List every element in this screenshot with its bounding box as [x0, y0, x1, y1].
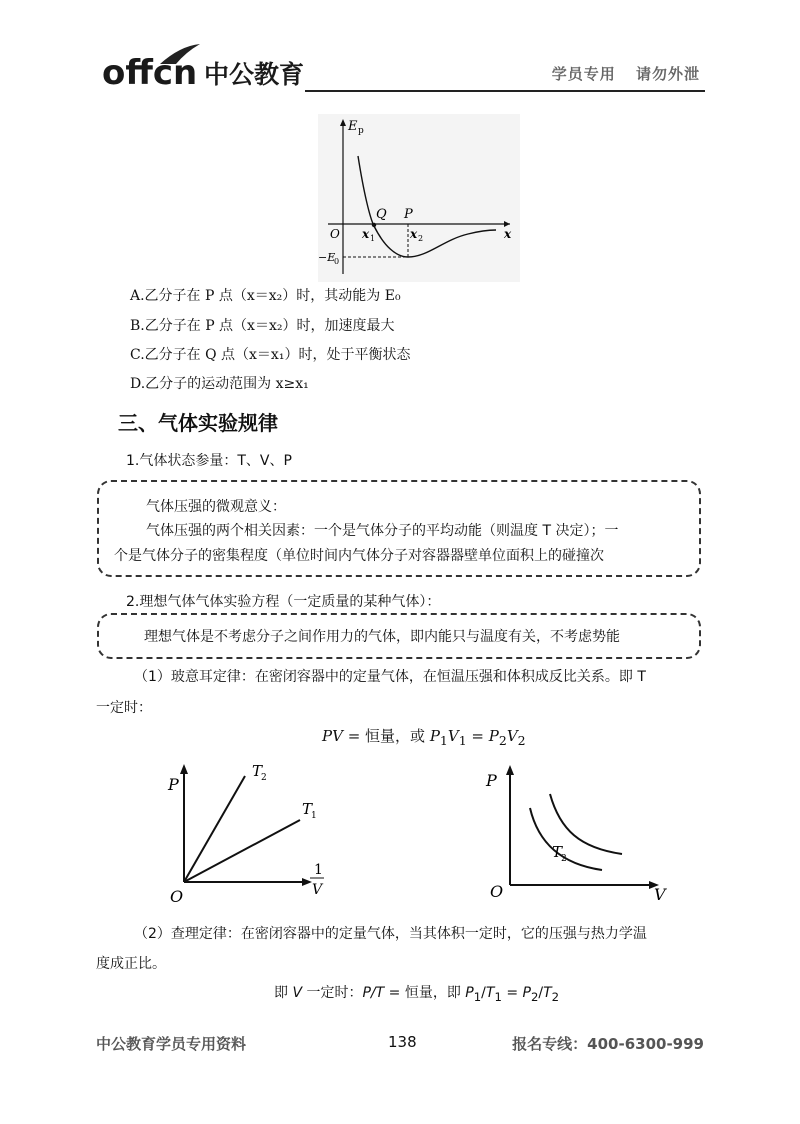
g1-x-num: 1 [314, 862, 323, 878]
logo-cn: 中公教育 [204, 60, 305, 89]
x1-sub: 1 [370, 234, 376, 243]
page-number: 138 [388, 1033, 417, 1051]
x2-sub: 2 [418, 234, 424, 243]
boyle-equation: PV = 恒量，或 $P_1V_1 = P_2V_2$ [322, 727, 526, 748]
charles-line-2: 度成正比。 [96, 956, 166, 972]
g1-t2-sub: 2 [261, 773, 267, 783]
g2-origin: O [490, 882, 504, 901]
option-b: B.乙分子在 P 点（x＝x₂）时，加速度最大 [130, 318, 395, 334]
point-1: 1.气体状态参量：T、V、P [126, 453, 292, 469]
x1-label: x [362, 227, 370, 241]
section-heading: 三、气体实验规律 [118, 411, 278, 435]
graph-p-vs-v [480, 760, 670, 910]
origin-label: O [330, 227, 340, 241]
logo-latin: offcn [102, 53, 198, 92]
box2-text: 理想气体是不考虑分子之间作用力的气体，即内能只与温度有关，不考虑势能 [144, 629, 620, 645]
g1-origin: O [170, 887, 184, 906]
g1-p-label: P [168, 775, 179, 794]
header-tags [538, 63, 700, 84]
box1-line-3: 个是气体分子的密集程度（单位时间内气体分子对容器器壁单位面积上的碰撞次 [114, 548, 604, 564]
potential-energy-figure [318, 114, 520, 282]
g1-x-den: V [312, 882, 323, 898]
header-tag-2: 请勿外泄 [635, 65, 700, 83]
q-label: Q [376, 207, 387, 222]
offcn-logo [100, 40, 310, 92]
g2-x-label: V [654, 885, 666, 904]
footer-left: 中公教育学员专用资料 [96, 1035, 247, 1053]
graph-p-vs-inverse-v [160, 760, 340, 910]
x-axis-label: x [504, 227, 512, 241]
box1-line-1: 气体压强的微观意义： [146, 499, 286, 515]
g2-t2-sub: 2 [561, 854, 567, 864]
x2-label: x [410, 227, 418, 241]
neg-e0-label: −E [318, 251, 336, 264]
boyle-line-1: （1）玻意耳定律：在密闭容器中的定量气体，在恒温压强和体积成反比关系。即 T [134, 669, 646, 685]
charles-equation: 即 V 一定时：P/T = 恒量，即 $P_1/T_1 = P_2/T_2$ [274, 985, 560, 1004]
option-d: D.乙分子的运动范围为 x≥x₁ [130, 376, 309, 392]
footer-right: 报名专线：400-6300-999 [512, 1035, 704, 1053]
box1-line-2: 气体压强的两个相关因素：一个是气体分子的平均动能（则温度 T 决定）；一 [146, 523, 619, 539]
header-tag-1: 学员专用 [551, 65, 616, 83]
boyle-line-2: 一定时： [96, 700, 152, 716]
neg-e0-sub: 0 [334, 257, 340, 266]
p-label: P [404, 207, 413, 222]
g1-t1: T [302, 800, 313, 818]
ep-axis-label: E [348, 119, 358, 134]
charles-line-1: （2）查理定律：在密闭容器中的定量气体，当其体积一定时，它的压强与热力学温 [134, 926, 647, 942]
g1-t2: T [252, 762, 263, 780]
ep-axis-sub: p [358, 126, 364, 136]
option-a: A.乙分子在 P 点（x＝x₂）时，其动能为 E₀ [130, 288, 401, 304]
g1-t1-sub: 1 [311, 811, 317, 821]
option-c: C.乙分子在 Q 点（x＝x₁）时，处于平衡状态 [130, 347, 411, 363]
g2-p-label: P [486, 771, 497, 790]
header-rule [305, 90, 705, 92]
g2-t2: T [552, 843, 563, 861]
point-2: 2.理想气体气体实验方程（一定质量的某种气体）： [126, 594, 441, 610]
